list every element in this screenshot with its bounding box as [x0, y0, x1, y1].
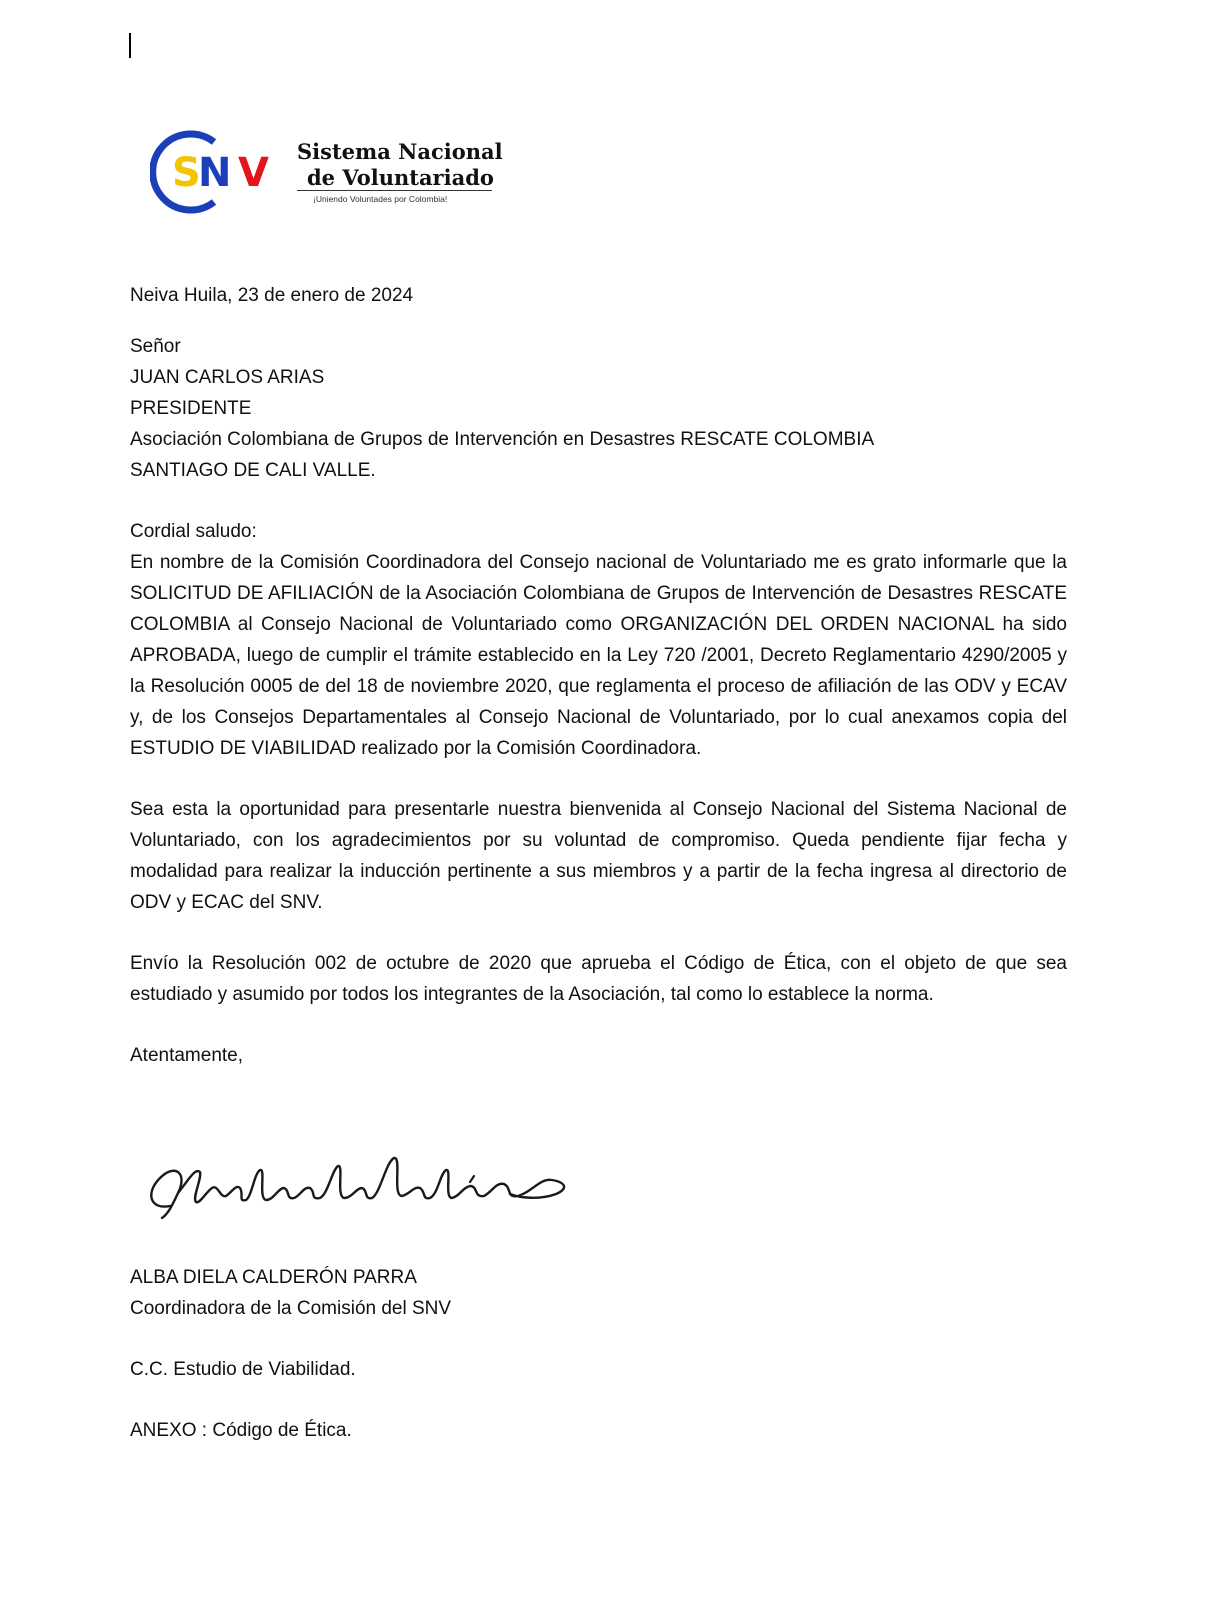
- recipient-city: SANTIAGO DE CALI VALLE.: [130, 460, 376, 481]
- svg-text:N: N: [198, 150, 232, 196]
- paragraph-ethics-code: Envío la Resolución 002 de octubre de 2020 que aprueba el Código de Ética, con el objeto de que sea estudiado y asumido por todos los integrantes de la Asociación, tal como lo establece la norma.: [130, 953, 1067, 1005]
- paragraph-approval: En nombre de la Comisión Coordinadora del Consejo nacional de Voluntariado me es grato informarle que la SOLICITUD DE AFILIACIÓN de la Asociación Colombiana de Grupos de Intervención de Desastres RESCATE COLOMBIA al Consejo Nacional de Voluntariado como ORGANIZACIÓN DEL ORDEN NACIONAL ha sido APROBADA, luego de cumplir el trámite establecido en la Ley 720 /2001, Decreto Reglamentario 4290/2005 y la Resolución 0005 de del 18 de noviembre 2020, que reglamenta el proceso de afiliación de las ODV y ECAV y, de los Consejos Departamentales al Consejo Nacional de Voluntariado, por lo cual anexamos copia del ESTUDIO DE VIABILIDAD realizado por la Comisión Coordinadora.: [130, 552, 1067, 759]
- signer-name: ALBA DIELA CALDERÓN PARRA: [130, 1267, 417, 1288]
- logo-tagline: ¡Uniendo Voluntades por Colombia!: [313, 194, 448, 204]
- handwritten-signature: [140, 1148, 600, 1233]
- svg-text:S: S: [172, 150, 201, 196]
- snv-emblem-icon: [150, 128, 300, 218]
- logo-divider: [297, 190, 492, 191]
- snv-logo: [150, 128, 510, 218]
- signature-block: [130, 1262, 451, 1446]
- recipient-role: PRESIDENTE: [130, 398, 252, 419]
- logo-title-line2: de Voluntariado: [307, 165, 494, 190]
- svg-text:V: V: [238, 150, 269, 196]
- recipient-name: JUAN CARLOS ARIAS: [130, 367, 325, 388]
- text-cursor: [129, 33, 131, 58]
- recipient-organization: Asociación Colombiana de Grupos de Intervención en Desastres RESCATE COLOMBIA: [130, 429, 875, 450]
- paragraph-welcome: Sea esta la oportunidad para presentarle nuestra bienvenida al Consejo Nacional del Sistema Nacional de Voluntariado, con los agradecimientos por su voluntad de compromiso. Queda pendiente fijar fecha y modalidad para realizar la inducción pertinente a sus miembros y a partir de la fecha ingresa al directorio de ODV y ECAC del SNV.: [130, 799, 1067, 913]
- logo-title: [297, 139, 503, 191]
- annex-line: ANEXO : Código de Ética.: [130, 1420, 352, 1441]
- logo-title-line1: Sistema Nacional: [297, 139, 503, 164]
- signer-title: Coordinadora de la Comisión del SNV: [130, 1298, 452, 1319]
- greeting: Cordial saludo:: [130, 521, 257, 542]
- cc-line: C.C. Estudio de Viabilidad.: [130, 1359, 356, 1380]
- recipient-salutation: Señor: [130, 336, 181, 357]
- letter-body: [130, 280, 1067, 1071]
- sign-off: Atentamente,: [130, 1045, 244, 1066]
- date-line: Neiva Huila, 23 de enero de 2024: [130, 285, 414, 306]
